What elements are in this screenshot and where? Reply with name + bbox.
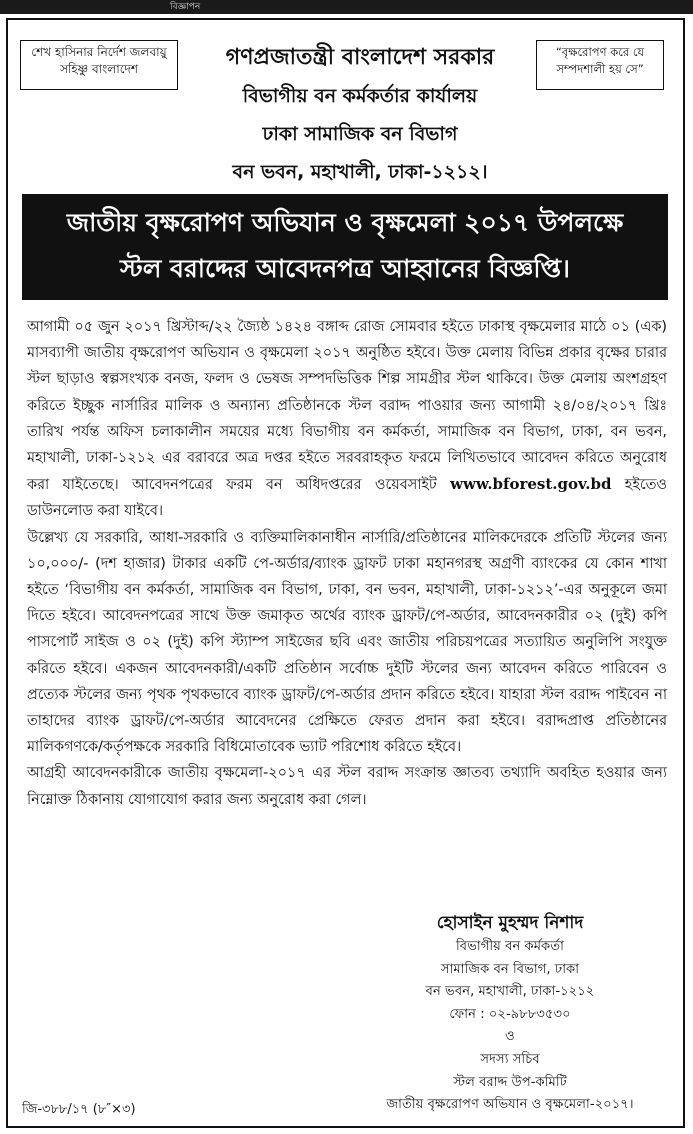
signatory-event: জাতীয় বৃক্ষরোপণ অভিযান ও বৃক্ষমেলা-২০১৭। bbox=[386, 1097, 634, 1113]
slogan-left-box: শেখ হাসিনার নির্দেশ জলবায়ু সহিষ্ণু বাংলাদেশ bbox=[20, 40, 178, 90]
office-address: বন ভবন, মহাখালী, ঢাকা-১২১২। bbox=[232, 161, 488, 183]
paragraph-1-text: আগামী ০৫ জুন ২০১৭ খ্রিস্টাব্দ/২২ জ্যৈষ্ঠ ১৪২৪ বঙ্গাব্দ রোজ সোমবার হইতে ঢাকাস্থ বৃক্ষমেলার মাঠে ০১ (এক) মাসব্যাপী জাতীয় বৃক্ষরোপণ অভিযান ও বৃক্ষমেলা ২০১৭ অনুষ্ঠিত হইবে। উক্ত মেলায় বিভিন্ন প্রকার বৃক্ষের চারার স্টল ছাড়াও স্বল্পসংখ্যক বনজ, ফলদ ও ভেষজ সম্পদভিত্তিক শিল্প সামগ্রীর স্টল থাকিবে। উক্ত মেলায় অংশগ্রহণ করিতে ইচ্ছুক নার্সারির মালিক ও অন্যান্য প্রতিষ্ঠানকে স্টল বরাদ্দ পাওয়ার জন্য আগামী ২৪/০৪/২০১৭ খ্রিঃ তারিখ পর্যন্ত অফিস চলাকালীন সময়ের মধ্যে বিভাগীয় বন কর্মকর্তা, সামাজিক বন বিভাগ, ঢাকা, বন ভবন, মহাখালী, ঢাকা-১২১২ এর বরাবরে অত্র দপ্তর হইতে সরবরাহকৃত ফরমে লিখিতভাবে আবেদন করিতে অনুরোধ করা যাইতেছে। আবেদনপত্রের ফরম বন অধিদপ্তরের ওয়েবসাইট bbox=[27, 319, 667, 494]
top-strip-text: বিজ্ঞাপন bbox=[170, 2, 201, 12]
banner-line-1: জাতীয় বৃক্ষরোপণ অভিযান ও বৃক্ষমেলা ২০১৭ উপলক্ষে bbox=[66, 208, 624, 237]
signatory-division: সামাজিক বন বিভাগ, ঢাকা bbox=[440, 961, 580, 977]
paragraph-1-tail: হইতেও ডাউনলোড করা যাইবে। bbox=[27, 477, 668, 520]
office-title: বিভাগীয় বন কর্মকর্তার কার্যালয় bbox=[242, 85, 478, 107]
signatory-title: বিভাগীয় বন কর্মকর্তা bbox=[455, 939, 565, 954]
paragraph-1 bbox=[27, 314, 667, 525]
paragraph-3: আগ্রহী আবেদনকারীকে জাতীয় বৃক্ষমেলা-২০১৭ এর স্টল বরাদ্দ সংক্রান্ত জ্ঞাতব্য তথ্যাদি অবহিত হওয়ার জন্য নিম্নোক্ত ঠিকানায় যোগাযোগ করার জন্য অনুরোধ করা গেল। bbox=[27, 765, 667, 808]
website-link[interactable]: www.bforest.gov.bd bbox=[450, 475, 612, 494]
signature-block bbox=[360, 910, 660, 1117]
signatory-name: হোসাইন মুহম্মদ নিশাদ bbox=[436, 913, 584, 933]
top-strip bbox=[0, 0, 693, 14]
notice-body bbox=[27, 314, 667, 813]
notice-banner bbox=[22, 194, 668, 300]
signatory-and: ও bbox=[505, 1029, 515, 1045]
paragraph-2: উল্লেখ্য যে সরকারি, আধা-সরকারি ও ব্যক্তিমালিকানাধীন নার্সারি/প্রতিষ্ঠানের মালিকদেরকে প্রতিটি স্টলের জন্য ১০,০০০/- (দশ হাজার) টাকার একটি পে-অর্ডার/ব্যাংক ড্রাফট ঢাকা মহানগরস্থ অগ্রণী ব্যাংকের যে কোন শাখা হইতে ‘বিভাগীয় বন কর্মকর্তা, সামাজিক বন বিভাগ, ঢাকা, বন ভবন, মহাখালী, ঢাকা-১২১২’-এর অনুকূলে জমা দিতে হইবে। আবেদনপত্রের সাথে উক্ত জমাকৃত অর্থের ব্যাংক ড্রাফট/পে-অর্ডার, আবেদনকারীর ০২ (দুই) কপি পাসপোর্ট সাইজ ও ০২ (দুই) কপি স্ট্যাম্প সাইজের ছবি এবং জাতীয় পরিচয়পত্রের সত্যায়িত অনুলিপি সংযুক্ত করিতে হইবে। একজন আবেদনকারী/একটি প্রতিষ্ঠান সর্বোচ্চ দুইটি স্টলের জন্য আবেদন করিতে পারিবেন ও প্রত্যেক স্টলের জন্য পৃথক পৃথকভাবে ব্যাংক ড্রাফট/পে-অর্ডার প্রদান করিতে হইবে। যাহারা স্টল বরাদ্দ পাইবেন না তাহাদের ব্যাংক ড্রাফট/পে-অর্ডার আবেদনের প্রেক্ষিতে ফেরত প্রদান করা হইবে। বরাদ্দপ্রাপ্ত প্রতিষ্ঠানের মালিকগণকে/কর্তৃপক্ষকে সরকারি বিধিমোতাবেক ভ্যাট পরিশোধ করিতে হইবে। bbox=[27, 529, 667, 756]
division-title: ঢাকা সামাজিক বন বিভাগ bbox=[262, 123, 458, 145]
reference-code: জি-৩৮৮/১৭ (৮″×৩) bbox=[22, 1102, 136, 1117]
signatory-address: বন ভবন, মহাখালী, ঢাকা-১২১২ bbox=[425, 984, 595, 1000]
slogan-right-box: “বৃক্ষরোপণ করে যে সম্পদশালী হয় সে” bbox=[536, 40, 664, 90]
signatory-phone: ফোন : ০২-৯৮৮৩৫৩০ bbox=[449, 1006, 571, 1022]
signatory-committee: স্টল বরাদ্দ উপ-কমিটি bbox=[453, 1074, 567, 1090]
banner-line-2: স্টল বরাদ্দের আবেদনপত্র আহ্বানের বিজ্ঞপ্তি। bbox=[120, 254, 570, 283]
signatory-role: সদস্য সচিব bbox=[480, 1051, 540, 1067]
govt-title: গণপ্রজাতন্ত্রী বাংলাদেশ সরকার bbox=[225, 45, 495, 70]
